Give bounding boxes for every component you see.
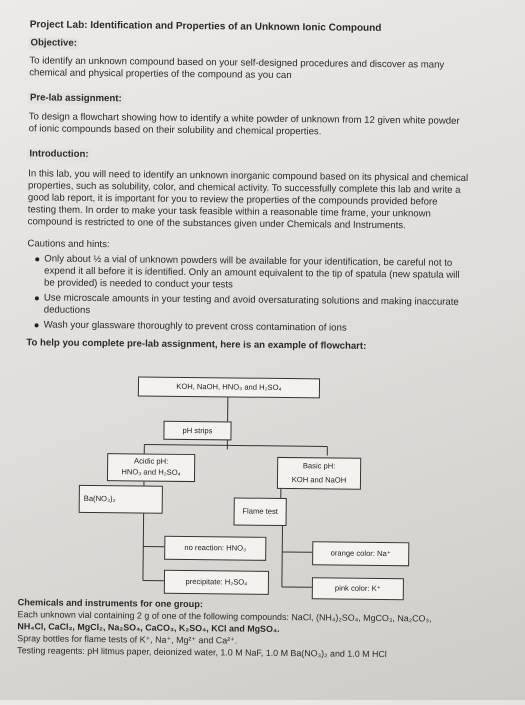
ba-no3-box <box>79 485 163 514</box>
introduction-line: In this lab, you will need to identify an unknown inorganic compound based on its physical and chemical <box>28 168 468 185</box>
objective-heading: Objective: <box>28 37 79 50</box>
ph-strips-box <box>163 421 231 441</box>
page-title: Project Lab: Identification and Properties of an Unknown Ionic Compound <box>30 19 382 35</box>
flame-test-box <box>234 497 287 526</box>
prelab-heading: Pre-lab assignment: <box>28 92 124 105</box>
pink-color-box <box>312 577 404 600</box>
introduction-line: compound is restricted to one of the substances given under Chemicals and Instruments. <box>28 216 406 232</box>
chemicals-line: Spray bottles for flame tests of K⁺, Na⁺, Mg²⁺ and Ca²⁺. <box>17 632 237 646</box>
chemicals-line: Testing reagents: pH litmus paper, deionized water, 1.0 M NaF, 1.0 M Ba(NO₃)₂ and 1.0 M HCl <box>17 644 387 660</box>
chemicals-line: NH₄Cl, CaCl₂, MgCl₂, Na₂SO₄, CaCO₃, K₂SO₄, KCl and MgSO₄. <box>17 620 279 635</box>
introduction-line: good lab report, it is important for you to review the properties of the compounds provided before <box>28 192 438 208</box>
acidic-ph-species: HNO₃ and H₂SO₄ <box>108 467 194 477</box>
prelab-line: of ionic compounds based on their solubility and chemical properties. <box>29 123 322 138</box>
orange-color-box <box>312 541 409 566</box>
acidic-ph-label: Acidic pH: <box>108 456 194 466</box>
introduction-heading: Introduction: <box>27 148 90 161</box>
caution-line: Use microscale amounts in your testing and avoid oversaturating solutions and making inaccurate <box>44 292 459 308</box>
no-reaction-label: no reaction: HNO₃ <box>165 543 265 553</box>
caution-line: Wash your glassware thoroughly to prevent cross contamination of ions <box>44 319 347 334</box>
flowchart-top-label: KOH, NaOH, HNO₃ and H₂SO₄ <box>139 381 319 392</box>
ba-no3-label: Ba(NO₃)₂ <box>84 494 116 503</box>
introduction-line: properties, such as solubility, color, and chemical activity. To successfully complete this lab and write a <box>28 180 461 197</box>
objective-line: To identify an unknown compound based on your self-designed procedures and discover as many <box>29 55 444 71</box>
cautions-heading: Cautions and hints: <box>27 238 109 251</box>
prelab-line: To design a flowchart showing how to identify a white powder of unknown from 12 given white powder <box>29 111 460 128</box>
chemicals-line: Each unknown vial containing 2 g of one of the following compounds: NaCl, (NH₄)₂SO₄, MgCO₃, Na₂CO₃, <box>18 608 432 624</box>
no-reaction-box <box>164 536 266 561</box>
objective-line: chemical and physical properties of the compound as you can <box>29 67 292 82</box>
orange-color-label: orange color: Na⁺ <box>313 548 408 558</box>
basic-ph-label: Basic pH: <box>278 461 360 471</box>
caution-line: Only about ½ a vial of unknown powders will be available for your identification, be careful not to <box>44 253 452 269</box>
chemicals-heading: Chemicals and instruments for one group: <box>18 596 203 610</box>
precipitate-label: precipitate: H₂SO₄ <box>165 577 268 587</box>
basic-ph-box <box>277 457 361 490</box>
flame-test-label: Flame test <box>235 506 286 516</box>
pink-color-label: pink color: K⁺ <box>313 583 403 593</box>
acidic-ph-box <box>107 453 195 482</box>
precipitate-box <box>164 570 269 595</box>
caution-line: be provided) is needed to conduct your tests <box>44 277 233 291</box>
caution-line: deductions <box>44 304 91 316</box>
flowchart-intro: To help you complete pre-lab assignment, here is an example of flowchart: <box>26 337 366 353</box>
caution-line: expend it all before it is identified. Only an amount equivalent to the tip of spatula (new spatula will <box>44 265 460 281</box>
introduction-line: testing them. In order to make your task feasible within a reasonable time frame, your unknown <box>28 204 431 220</box>
flowchart-top-box <box>138 376 320 398</box>
ph-strips-label: pH strips <box>164 426 230 436</box>
basic-ph-species: KOH and NaOH <box>278 475 360 485</box>
